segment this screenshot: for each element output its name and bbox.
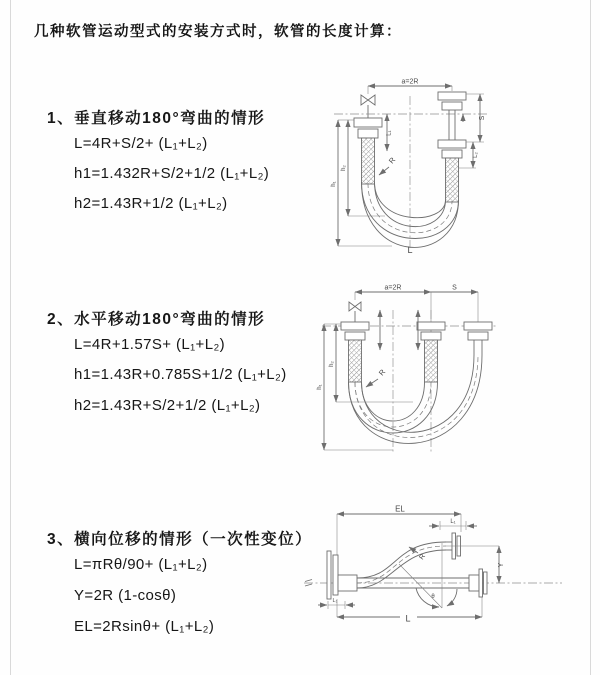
d3-angle-construction xyxy=(399,543,457,608)
d1-label-l2: L₂ xyxy=(473,152,479,158)
d2-label-h1: h₁ xyxy=(317,384,323,390)
d1-label-s: S xyxy=(479,115,486,121)
d3-label-el: EL xyxy=(395,504,405,514)
d2-label-s: S xyxy=(452,284,457,292)
d1-label-r: R xyxy=(386,155,398,166)
section-2-heading: 2、水平移动180°弯曲的情形 xyxy=(47,311,266,328)
d1-valve-icon xyxy=(361,95,375,118)
section-3-heading: 3、横向位移的情形（一次性变位） xyxy=(47,531,313,548)
formula-line: h2=1.43R+S/2+1/2 (L₁+L₂) xyxy=(74,397,261,414)
d3-label-r: R xyxy=(418,553,428,562)
formula-line: h2=1.43R+1/2 (L₁+L₂) xyxy=(74,195,228,212)
d2-top-dimension xyxy=(355,285,478,323)
d3-l-dimension xyxy=(337,597,482,624)
d3-left-flange xyxy=(327,551,357,599)
formula-line: L=4R+S/2+ (L₁+L₂) xyxy=(74,135,208,152)
d1-right-dimensions xyxy=(459,94,487,168)
d2-label-a2r: a=2R xyxy=(384,284,402,292)
d3-el-dimension xyxy=(337,505,461,564)
d3-label-l: L xyxy=(405,613,411,624)
d1-label-l: L xyxy=(407,245,413,255)
d3-y-dimension xyxy=(498,546,505,583)
diagram-1-vertical-u-bend xyxy=(330,76,600,256)
d3-top-fitting-dimension xyxy=(429,519,477,530)
d3-hose-s-curve xyxy=(357,542,446,588)
d1-radius-callout xyxy=(379,155,398,175)
d2-hose-u-bends xyxy=(349,355,483,443)
section-1-heading: 1、垂直移动180°弯曲的情形 xyxy=(47,110,266,127)
d3-label-l1-top: L₁ xyxy=(450,519,456,525)
d1-left-pipe-assembly xyxy=(354,118,382,184)
d1-label-a2r: a=2R xyxy=(401,78,419,86)
d3-label-theta: θ xyxy=(431,594,435,600)
d3-bottom-fitting-dimension xyxy=(318,598,355,609)
d1-label-l1: L₁ xyxy=(386,130,393,136)
d3-radius-callout xyxy=(409,547,427,561)
d2-valve-icon xyxy=(349,302,361,322)
d2-fitting-dimensions xyxy=(380,310,418,350)
page-title: 几种软管运动型式的安装方式时，软管的长度计算： xyxy=(34,24,402,40)
d2-right-pipe-assembly xyxy=(464,322,492,355)
d1-left-fitting-dimension xyxy=(387,114,393,151)
d1-label-h2: h₂ xyxy=(341,165,347,171)
formula-line: L=πRθ/90+ (L₁+L₂) xyxy=(74,556,208,573)
d3-upper-flange xyxy=(445,533,499,559)
diagram-2-horizontal-u-bend xyxy=(318,282,600,457)
d2-label-r: R xyxy=(376,367,388,378)
d1-label-h1: h₁ xyxy=(331,181,337,187)
d2-radius-callout xyxy=(366,367,388,387)
d1-right-pipe-assembly xyxy=(438,92,466,202)
formula-line: EL=2Rsinθ+ (L₁+L₂) xyxy=(74,618,215,635)
d3-label-l1-bottom: L₁ xyxy=(332,598,338,604)
diagram-3-lateral-displacement xyxy=(300,505,600,660)
d2-label-h2: h₂ xyxy=(329,361,335,367)
formula-line: h1=1.432R+S/2+1/2 (L₁+L₂) xyxy=(74,165,270,182)
formula-line: L=4R+1.57S+ (L₁+L₂) xyxy=(74,336,226,353)
d3-label-y: Y xyxy=(498,562,505,568)
formula-line: h1=1.43R+0.785S+1/2 (L₁+L₂) xyxy=(74,366,287,383)
formula-line: Y=2R (1-cosθ) xyxy=(74,587,177,604)
d2-left-pipe-assembly xyxy=(341,322,369,382)
page-edge-line-left xyxy=(10,0,11,675)
